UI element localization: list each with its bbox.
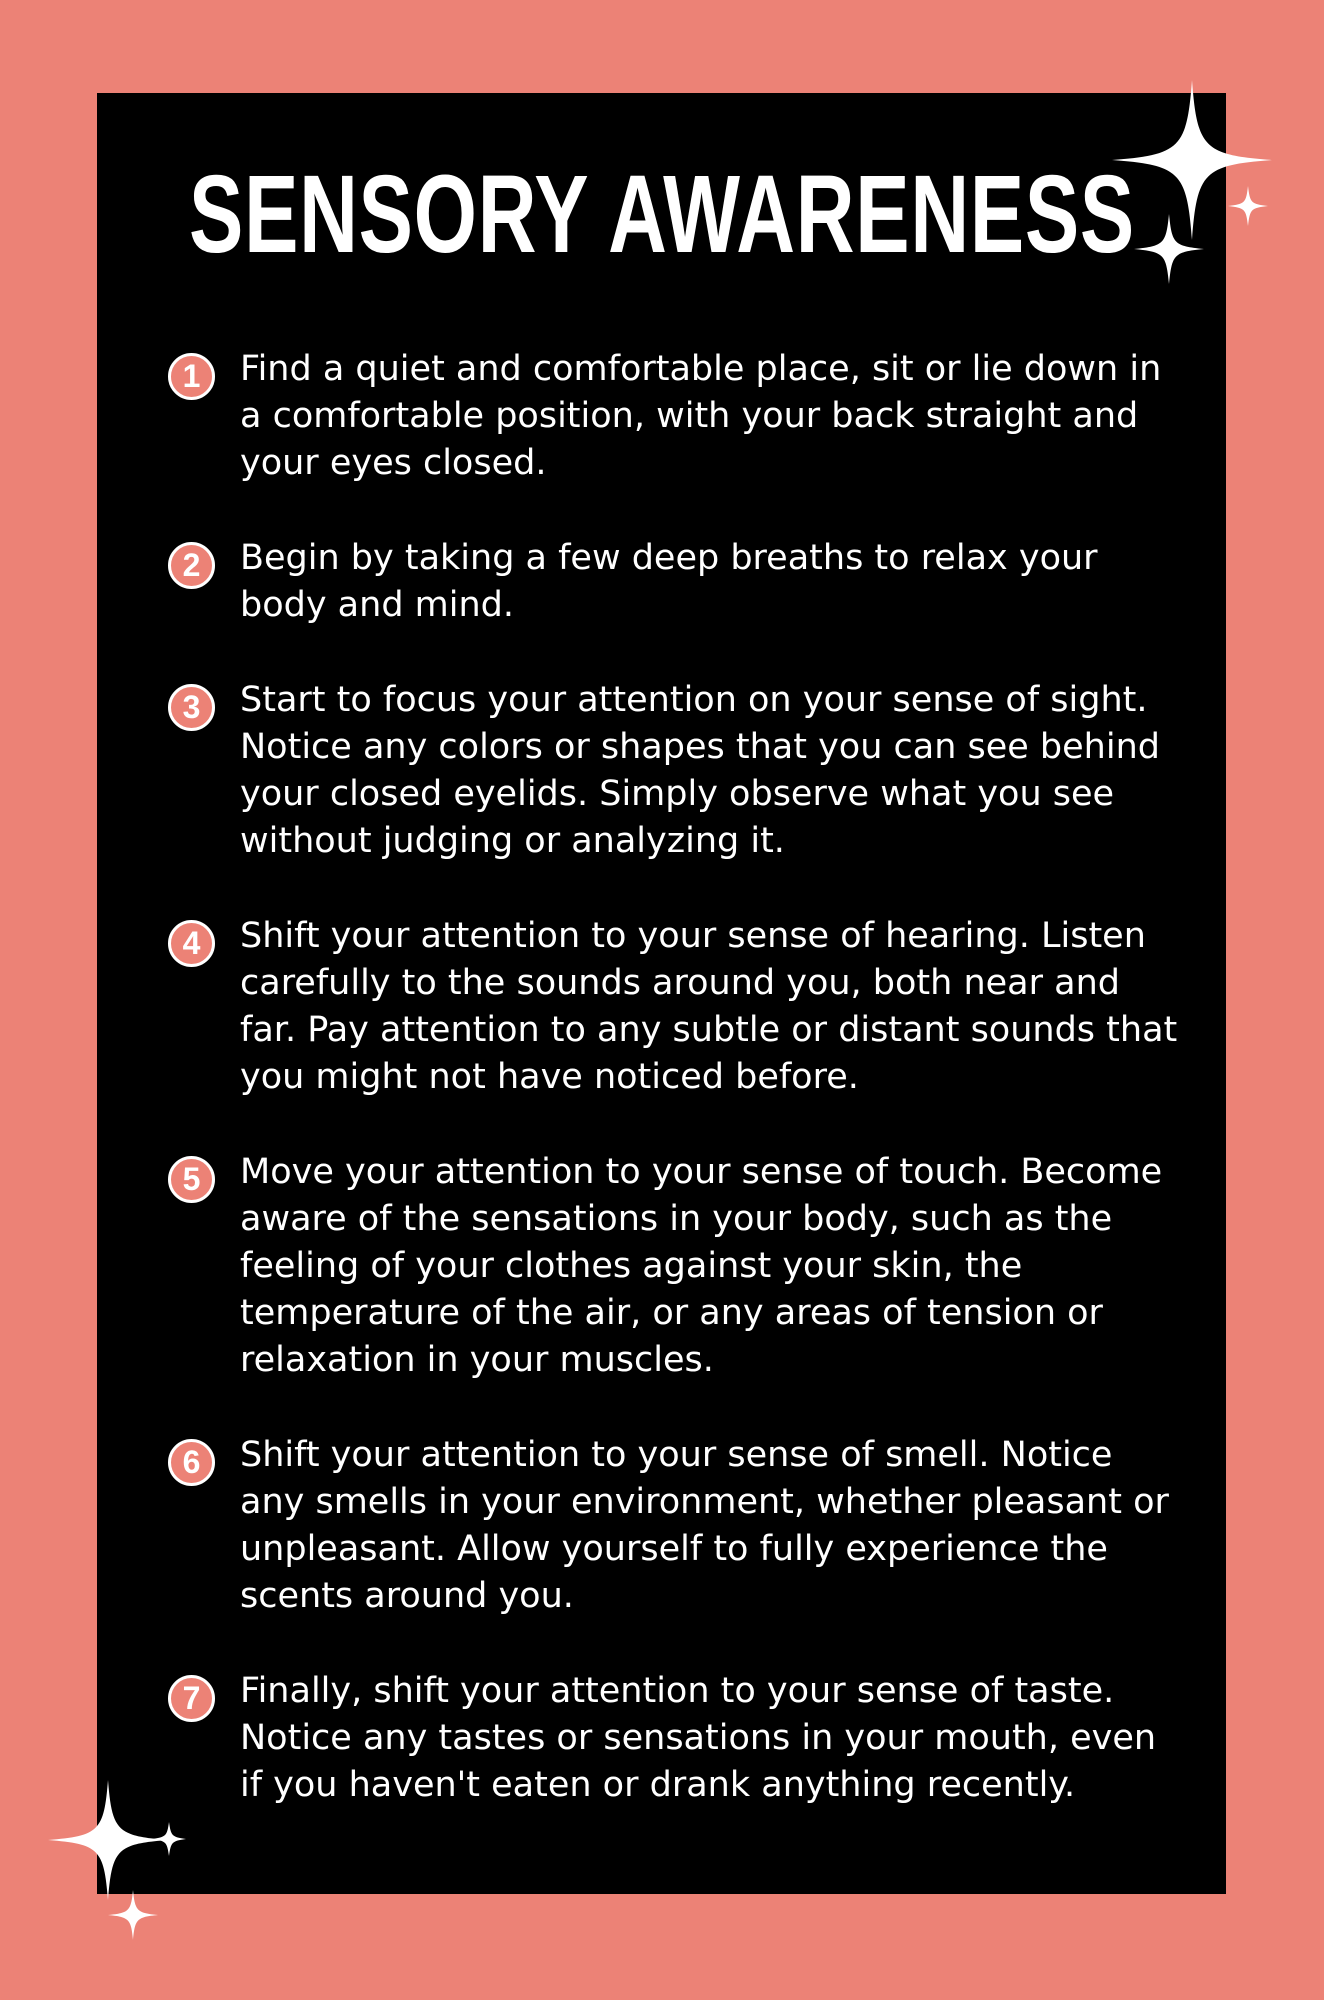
sparkle-icon — [152, 1822, 186, 1856]
step-text: Finally, shift your attention to your sense of taste. Notice any tastes or sensations in your mouth, even if you haven't eaten or drank anything recently. — [240, 1671, 1157, 1805]
step-number-badge: 1 — [168, 353, 215, 400]
step-text: Move your attention to your sense of touch. Become aware of the sensations in your body, such as the feeling of your clothes against your skin, the temperature of the air, or any areas of tension or relaxation in your muscles. — [240, 1152, 1163, 1380]
step-number-badge: 7 — [168, 1675, 215, 1722]
page-title: SENSORY AWARENESS — [189, 153, 1135, 276]
step-number-badge: 2 — [168, 542, 215, 589]
step-text: Find a quiet and comfortable place, sit or lie down in a comfortable position, with your back straight and your eyes closed. — [240, 349, 1162, 483]
step-number-badge: 4 — [168, 920, 215, 967]
step-number-badge: 3 — [168, 684, 215, 731]
step-number-badge: 6 — [168, 1439, 215, 1486]
sparkle-icon — [48, 1780, 168, 1900]
step-text: Begin by taking a few deep breaths to relax your body and mind. — [240, 538, 1098, 625]
step-number-badge: 5 — [168, 1156, 215, 1203]
step-text: Shift your attention to your sense of hearing. Listen carefully to the sounds around you, both near and far. Pay attention to any subtle or distant sounds that you might not have noticed before. — [240, 916, 1178, 1097]
sparkle-icon — [1134, 214, 1204, 284]
sparkle-icon — [108, 1890, 158, 1940]
step-text: Start to focus your attention on your sense of sight. Notice any colors or shapes that you can see behind your closed eyelids. Simply observe what you see without judging or analyzing it. — [240, 680, 1160, 861]
sparkle-icon — [1228, 186, 1268, 226]
step-text: Shift your attention to your sense of smell. Notice any smells in your environment, whether pleasant or unpleasant. Allow yourself to fully experience the scents around you. — [240, 1435, 1169, 1616]
